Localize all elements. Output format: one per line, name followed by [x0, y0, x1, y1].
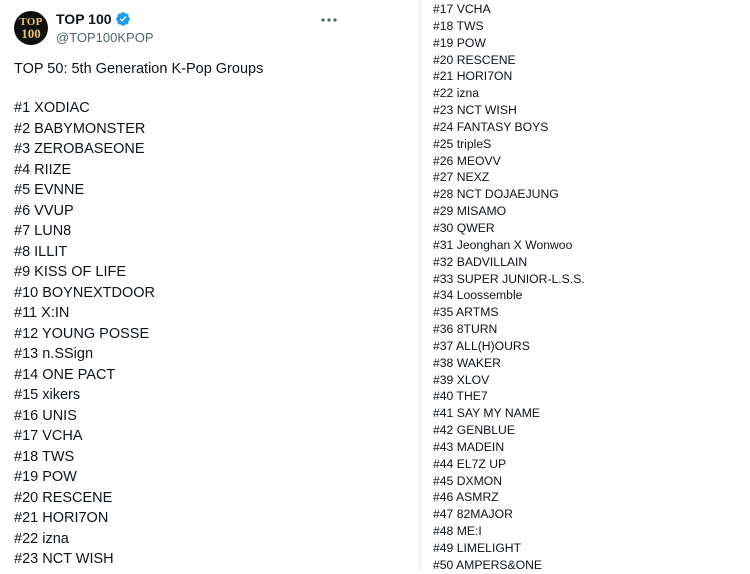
ranking-item: #17 VCHA [433, 2, 491, 16]
ranking-item: #41 SAY MY NAME [433, 406, 541, 421]
ranking-item: #18 TWS [433, 18, 484, 33]
ranking-item: #39 XLOV [433, 372, 490, 387]
ranking-item: #19 POW [14, 469, 77, 485]
ranking-item: #34 Loossemble [433, 288, 523, 303]
ranking-item: #5 EVNNE [14, 182, 85, 198]
tweet-screenshot-right [422, 0, 750, 570]
display-name[interactable] [56, 11, 131, 28]
ranking-item: #35 ARTMS [433, 305, 499, 320]
ranking-item: #29 MISAMO [433, 204, 507, 219]
ranking-item: #21 HORI7ON [433, 69, 513, 84]
ranking-item: #11 X:IN [14, 305, 70, 321]
ranking-item: #33 SUPER JUNIOR-L.S.S. [433, 271, 585, 286]
ranking-item: #49 LIMELIGHT [433, 541, 522, 555]
ranking-item: #42 GENBLUE [433, 423, 515, 438]
ranking-item: #9 KISS OF LIFE [14, 264, 127, 280]
ranking-item: #2 BABYMONSTER [14, 120, 146, 137]
ranking-item: #16 UNIS [14, 407, 77, 424]
ranking-item: #37 ALL(H)OURS [433, 338, 530, 353]
ranking-item: #30 QWER [433, 220, 495, 235]
ranking-item: #45 DXMON [433, 473, 503, 488]
ranking-item: #44 EL7Z UP [433, 456, 507, 471]
ranking-item: #15 xikers [14, 387, 81, 403]
avatar-logo-top: TOP [19, 16, 43, 28]
ranking-item: #10 BOYNEXTDOOR [14, 284, 156, 301]
ranking-item: #32 BADVILLAIN [433, 254, 528, 269]
ranking-item: #6 VVUP [14, 202, 74, 219]
ranking-item: #3 ZEROBASEONE [14, 141, 145, 157]
verified-badge-icon [115, 11, 131, 27]
ranking-item: #7 LUN8 [14, 223, 72, 239]
ranking-item: #31 Jeonghan X Wonwoo [433, 237, 573, 252]
ranking-item: #8 ILLIT [14, 243, 68, 260]
ranking-list-right [433, 1, 585, 574]
ranking-item: #20 RESCENE [14, 489, 113, 506]
ranking-item: #43 MADEIN [433, 439, 505, 454]
ranking-item: #47 82MAJOR [433, 507, 513, 522]
more-options-icon[interactable] [318, 11, 340, 29]
ranking-item: #21 HORI7ON [14, 510, 109, 526]
ranking-item: #28 NCT DOJAEJUNG [433, 187, 559, 202]
ranking-item: #24 FANTASY BOYS [433, 119, 549, 134]
avatar[interactable] [14, 11, 48, 45]
ranking-item: #1 XODIAC [14, 100, 90, 116]
ranking-item: #19 POW [433, 35, 486, 50]
display-name-text: TOP 100 [56, 11, 112, 27]
ranking-item: #48 ME:I [433, 524, 482, 539]
ranking-item: #14 ONE PACT [14, 366, 116, 383]
ranking-item: #36 8TURN [433, 322, 498, 337]
ranking-item: #22 izna [14, 530, 69, 547]
ranking-item: #38 WAKER [433, 355, 501, 370]
ranking-item: #13 n.SSign [14, 346, 94, 362]
ranking-item: #46 ASMRZ [433, 490, 499, 505]
ranking-item: #18 TWS [14, 448, 75, 465]
ranking-item: #26 MEOVV [433, 153, 501, 168]
tweet-title: TOP 50: 5th Generation K-Pop Groups [14, 61, 264, 77]
avatar-logo-number: 100 [21, 26, 41, 41]
ranking-item: #4 RIIZE [14, 161, 72, 178]
ranking-item: #17 VCHA [14, 428, 83, 444]
ranking-item: #25 tripleS [433, 136, 492, 151]
ranking-list-left [14, 98, 155, 570]
ranking-item: #27 NEXZ [433, 170, 490, 185]
ranking-item: #23 NCT WISH [433, 103, 517, 118]
ranking-item: #22 izna [433, 86, 480, 101]
ranking-item: #50 AMPERS&ONE [433, 557, 543, 572]
user-handle[interactable]: @TOP100KPOP [56, 30, 154, 45]
ranking-item: #12 YOUNG POSSE [14, 325, 150, 342]
ranking-item: #23 NCT WISH [14, 551, 114, 567]
ranking-item: #20 RESCENE [433, 52, 516, 67]
ranking-item: #40 THE7 [433, 389, 488, 404]
